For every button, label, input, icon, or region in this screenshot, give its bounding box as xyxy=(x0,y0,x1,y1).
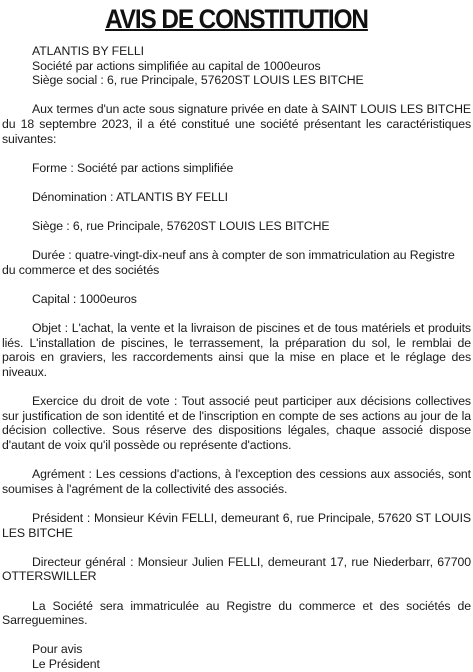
notice-body xyxy=(2,102,471,627)
paragraph-registration: La Société sera immatriculée au Registre du commerce et des sociétés de Sarreguemines. xyxy=(2,598,471,628)
company-name: ATLANTIS BY FELLI xyxy=(32,44,144,58)
paragraph-capital: Capital : 1000euros xyxy=(32,292,137,307)
paragraph-president: Président : Monsieur Kévin FELLI, demeurant 6, rue Principale, 57620 ST LOUIS LES BITCHE xyxy=(2,511,471,540)
paragraph-approval: Agrément : Les cessions d'actions, à l'exception des cessions aux associés, sont soumises à l'agrément de la collectivité des associés. xyxy=(2,467,471,496)
paragraph-voting-rights: Exercice du droit de vote : Tout associé peut participer aux décisions collectives sur justification de son identité et de l'inscription en compte de ses actions au jour de la décision collective. Sous réserve des dispositions légales, chaque associé dispose d'autant de voix qu'il possède ou représente d'actions. xyxy=(2,394,471,453)
signature-block xyxy=(2,642,471,671)
paragraph-duration: Durée : quatre-vingt-dix-neuf ans à compter de son immatriculation au Registre du commerce et des sociétés xyxy=(2,248,455,277)
paragraph-denomination: Dénomination : ATLANTIS BY FELLI xyxy=(32,189,228,204)
notice-title: AVIS DE CONSTITUTION xyxy=(105,4,368,34)
company-form-capital: Société par actions simplifiée au capital de 1000euros xyxy=(32,58,321,73)
company-seat: Siège social : 6, rue Principale, 57620ST LOUIS LES BITCHE xyxy=(32,73,364,88)
paragraph-general-director: Directeur général : Monsieur Julien FELLI, demeurant 17, rue Niederbarr, 67700 OTTERSWILLER xyxy=(2,554,471,584)
signature-line-president: Le Président xyxy=(32,656,100,671)
paragraph-deed: Aux termes d'un acte sous signature privée en date à SAINT LOUIS LES BITCHE du 18 septembre 2023, il a été constitué une société présentant les caractéristiques suivantes: xyxy=(2,102,471,146)
company-header xyxy=(2,44,471,88)
paragraph-form: Forme : Société par actions simplifiée xyxy=(32,160,234,175)
paragraph-purpose: Objet : L'achat, la vente et la livraison de piscines et de tous matériels et produits liés. L'installation de piscines, le terrassement, la préparation du sol, le remblai de parois en graviers, les raccordements ainsi que la mise en place et le réglage des niveaux. xyxy=(2,321,471,380)
paragraph-seat: Siège : 6, rue Principale, 57620ST LOUIS LES BITCHE xyxy=(32,219,330,234)
signature-line-notice: Pour avis xyxy=(32,642,83,657)
